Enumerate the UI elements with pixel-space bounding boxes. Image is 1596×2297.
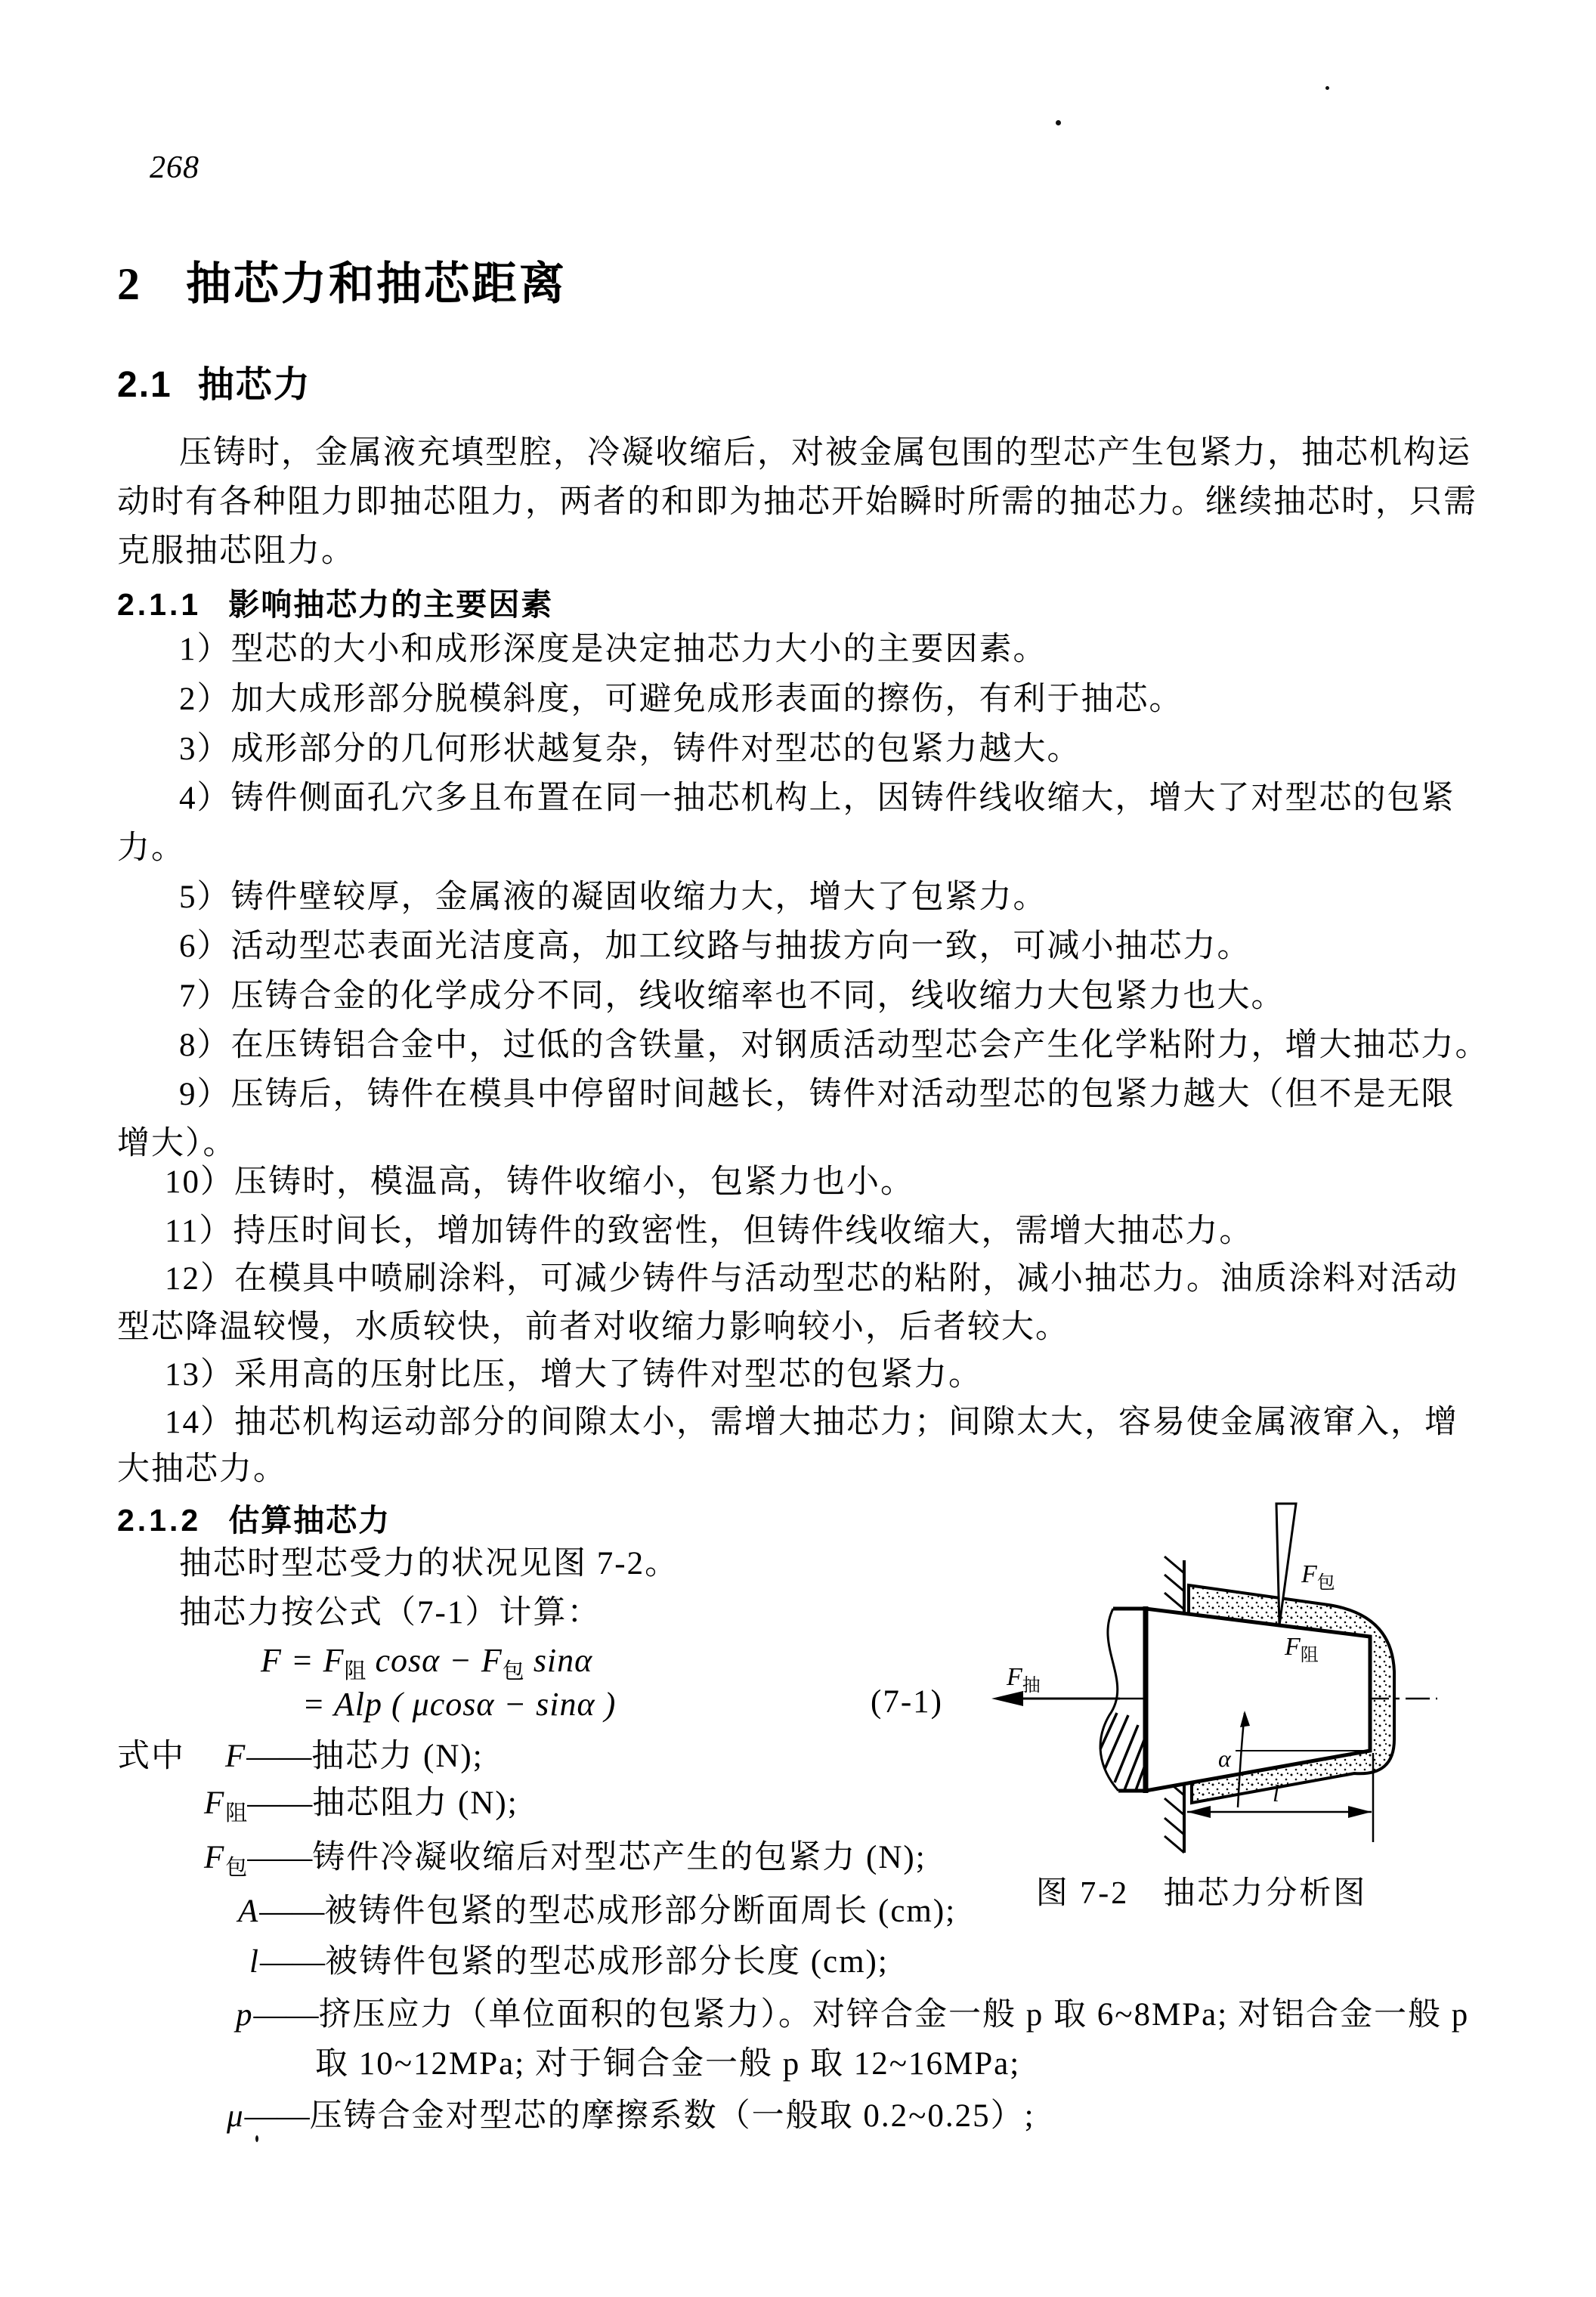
ink-speck bbox=[1325, 86, 1329, 90]
factor-14: 14）抽芯机构运动部分的间隙太小，需增大抽芯力；间隙太大，容易使金属液窜入，增 bbox=[165, 1405, 1458, 1440]
subsection-1-title: 影响抽芯力的主要因素 bbox=[228, 587, 554, 622]
para2-line-2: 抽芯力按公式（7-1）计算： bbox=[179, 1595, 602, 1631]
equation-number: (7-1) bbox=[871, 1684, 943, 1720]
bottom-wall-hatch bbox=[1165, 1779, 1184, 1853]
chapter-heading bbox=[117, 248, 567, 313]
factor-9: 9）压铸后，铸件在模具中停留时间越长，铸件对活动型芯的包紧力越大（但不是无限 bbox=[179, 1077, 1455, 1112]
chapter-number: 2 bbox=[117, 259, 142, 309]
subsection-2-title: 估算抽芯力 bbox=[228, 1503, 391, 1538]
factor-1: 1）型芯的大小和成形深度是决定抽芯力大小的主要因素。 bbox=[179, 632, 1047, 667]
label-length: l bbox=[1273, 1779, 1279, 1807]
page-number: 268 bbox=[150, 150, 200, 185]
section-heading bbox=[117, 355, 311, 407]
subsection-2-heading bbox=[117, 1495, 391, 1540]
def-mu: μ——压铸合金对型芯的摩擦系数（一般取 0.2~0.25）; bbox=[227, 2098, 1035, 2134]
factor-4: 4）铸件侧面孔穴多且布置在同一抽芯机构上，因铸件线收缩大，增大了对型芯的包紧 bbox=[179, 781, 1455, 816]
intro-line-2: 动时有各种阻力即抽芯阻力，两者的和即为抽芯开始瞬时所需的抽芯力。继续抽芯时，只需 bbox=[117, 484, 1477, 520]
factor-6: 6）活动型芯表面光洁度高，加工纹路与抽拔方向一致，可减小抽芯力。 bbox=[179, 929, 1251, 964]
factor-14-cont: 大抽芯力。 bbox=[117, 1451, 287, 1487]
subsection-1-number: 2.1.1 bbox=[117, 587, 202, 622]
def-A: A——被铸件包紧的型芯成形部分断面周长 (cm); bbox=[238, 1894, 957, 1929]
label-alpha: α bbox=[1218, 1745, 1231, 1772]
ink-speck bbox=[255, 2135, 258, 2142]
def-p: p——挤压应力（单位面积的包紧力）。对锌合金一般 p 取 6~8MPa; 对铝合金一般 p bbox=[236, 1997, 1470, 2033]
factor-2: 2）加大成形部分脱模斜度，可避免成形表面的擦伤，有利于抽芯。 bbox=[179, 682, 1183, 717]
formula-line-2: = Alp ( μcosα − sinα ) bbox=[302, 1686, 617, 1723]
def-F-zu: $F_阻——$抽芯阻力 (N); bbox=[204, 1785, 518, 1826]
factor-12-cont: 型芯降温较慢，水质较快，前者对收缩力影响较小，后者较大。 bbox=[117, 1309, 1069, 1345]
subsection-1-heading bbox=[117, 580, 553, 624]
defs-prefix: 式中 bbox=[117, 1739, 185, 1774]
def-p-cont: 取 10~12MPa; 对于铜合金一般 p 取 12~16MPa; bbox=[315, 2046, 1021, 2082]
ink-speck bbox=[1056, 120, 1061, 125]
chapter-title: 抽芯力和抽芯距离 bbox=[186, 259, 567, 309]
para2-line-1: 抽芯时型芯受力的状况见图 7-2。 bbox=[179, 1546, 679, 1581]
intro-line-3: 克服抽芯阻力。 bbox=[117, 533, 355, 569]
factor-12: 12）在模具中喷刷涂料，可减少铸件与活动型芯的粘附，减小抽芯力。油质涂料对活动 bbox=[165, 1261, 1458, 1297]
factor-11: 11）持压时间长，增加铸件的致密性，但铸件线收缩大，需增大抽芯力。 bbox=[165, 1213, 1254, 1249]
section-number: 2.1 bbox=[117, 365, 172, 405]
factor-5: 5）铸件壁较厚，金属液的凝固收缩力大，增大了包紧力。 bbox=[179, 880, 1047, 915]
top-wall-hatch bbox=[1165, 1557, 1184, 1609]
dim-arrow-left bbox=[1187, 1806, 1211, 1818]
intro-line-1: 压铸时，金属液充填型腔，冷凝收缩后，对被金属包围的型芯产生包紧力，抽芯机构运 bbox=[179, 435, 1471, 471]
dim-arrow-right bbox=[1348, 1806, 1372, 1818]
pull-force-arrowhead bbox=[991, 1691, 1023, 1706]
break-hatch bbox=[1100, 1713, 1146, 1792]
factor-10: 10）压铸时，模温高，铸件收缩小，包紧力也小。 bbox=[165, 1164, 914, 1200]
formula-line-1: $F = F_阻$ $\cos\alpha - F_包$ sinα bbox=[261, 1642, 593, 1683]
section-title: 抽芯力 bbox=[197, 365, 311, 405]
factor-8: 8）在压铸铝合金中，过低的含铁量，对钢质活动型芯会产生化学粘附力，增大抽芯力。 bbox=[179, 1028, 1489, 1063]
factor-4-cont: 力。 bbox=[117, 830, 185, 866]
factor-3: 3）成形部分的几何形状越复杂，铸件对型芯的包紧力越大。 bbox=[179, 731, 1081, 767]
figure-caption: 图 7-2 抽芯力分析图 bbox=[1035, 1876, 1368, 1911]
label-F-pull: $F_抽$ bbox=[1007, 1663, 1041, 1696]
factor-7: 7）压铸合金的化学成分不同，线收缩率也不同，线收缩力大包紧力也大。 bbox=[179, 978, 1285, 1014]
def-F-bao: $F_包——$铸件冷凝收缩后对型芯产生的包紧力 (N); bbox=[204, 1840, 926, 1880]
subsection-2-number: 2.1.2 bbox=[117, 1503, 202, 1538]
factor-13: 13）采用高的压射比压，增大了铸件对型芯的包紧力。 bbox=[165, 1357, 982, 1393]
def-F: F——抽芯力 (N); bbox=[225, 1739, 484, 1774]
def-l: l——被铸件包紧的型芯成形部分长度 (cm); bbox=[249, 1944, 889, 1980]
label-F-bao: $F_包$ bbox=[1301, 1560, 1335, 1593]
label-F-zu: $F_阻$ bbox=[1285, 1633, 1319, 1665]
factor-9-cont: 增大）。 bbox=[117, 1126, 237, 1161]
